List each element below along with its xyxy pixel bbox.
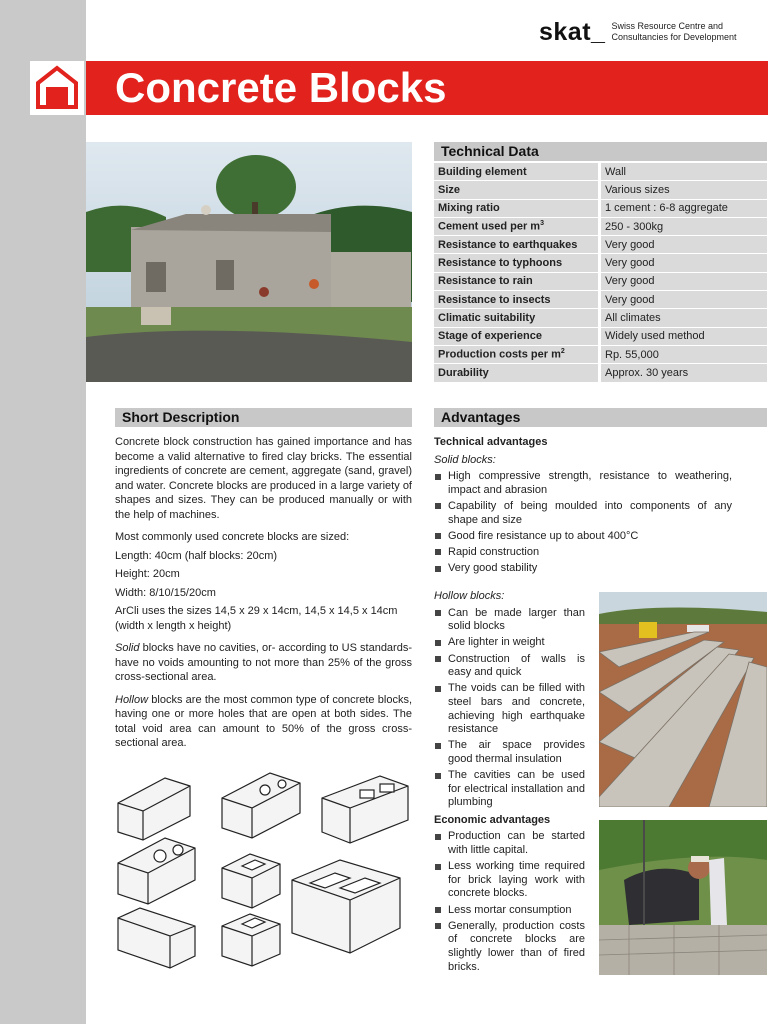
left-margin-bar — [0, 0, 86, 1024]
table-row: Resistance to rain Very good — [434, 273, 767, 290]
list-item: Construction of walls is easy and quick — [434, 653, 585, 680]
solid-advantages-list — [434, 470, 732, 576]
page-title: Concrete Blocks — [115, 64, 447, 111]
technical-data-heading: Technical Data — [434, 142, 767, 161]
list-item: The air space provides good thermal insulation — [434, 739, 585, 766]
house-icon — [30, 61, 84, 115]
table-row: Resistance to insects Very good — [434, 291, 767, 308]
table-row: Climatic suitability All climates — [434, 309, 767, 326]
list-item: High compressive strength, resistance to weathering, impact and abrasion — [434, 470, 732, 497]
hollow-advantages: Hollow blocks: Can be made larger than solid blocks Are lighter in weight Construction of walls is easy and quick The voids can be filled with steel bars and concrete, achieving high earthquake resistance The air space provides good thermal insulation The cavities can be used for electrical installation and plumbing Economic advantages Production can be started with little capital. Less working time required for brick laying work with concrete blocks. Less mortar consumption Generally, production costs of concrete blocks are slightly lower than of fired bricks. — [434, 590, 585, 973]
title-banner — [86, 61, 768, 115]
bricklaying-photo — [599, 820, 767, 975]
technical-advantages: Technical advantages Solid blocks: High compressive strength, resistance to weathering, impact and abrasion Capability of being moulded into components of any shape and size Good fire resistance up to about 400°C Rapid construction Very good stability — [434, 436, 732, 575]
table-row: Cement used per $m^3$ 250 - 300kg — [434, 218, 767, 235]
skat-tagline: Swiss Resource Centre and Consultancies for Development — [611, 21, 737, 42]
list-item: Good fire resistance up to about 400°C — [434, 530, 732, 544]
list-item: Less mortar consumption — [434, 904, 585, 918]
block-yard-photo — [599, 592, 767, 807]
table-row: Size Various sizes — [434, 181, 767, 198]
economic-advantages-list — [434, 830, 585, 974]
list-item: Rapid construction — [434, 546, 732, 560]
list-item: Generally, production costs of concrete blocks are slightly lower than of fired bricks. — [434, 920, 585, 974]
technical-data-table — [434, 162, 767, 383]
table-row: Production costs per $m^2$ Rp. 55,000 — [434, 346, 767, 363]
list-item: Capability of being moulded into components of any shape and size — [434, 500, 732, 527]
list-item: Production can be started with little capital. — [434, 830, 585, 857]
short-description-heading: Short Description — [115, 408, 412, 427]
list-item: Less working time required for brick laying work with concrete blocks. — [434, 860, 585, 901]
list-item: The voids can be filled with steel bars and concrete, achieving high earthquake resistance — [434, 682, 585, 736]
list-item: Are lighter in weight — [434, 636, 585, 650]
table-row: Resistance to typhoons Very good — [434, 254, 767, 271]
list-item: The cavities can be used for electrical installation and plumbing — [434, 769, 585, 810]
list-item: Very good stability — [434, 562, 732, 576]
skat-wordmark: skat_ — [539, 18, 606, 46]
construction-photo — [86, 142, 412, 382]
table-row: Resistance to earthquakes Very good — [434, 236, 767, 253]
short-description-text: Concrete block construction has gained importance and has become a valid alternative to fired clay bricks. The essential ingredients of concrete are cement, aggregate (sand, gravel) and water. Concrete blocks are produced in a large variety of shapes and sizes. They can be produced manually or with the help of machines. Most commonly used concrete blocks are sized: Length: 40cm (half blocks: 20cm) Height: 20cm Width: 8/10/15/20cm ArCli uses the sizes 14,5 x 29 x 14cm, 14,5 x 14,5 x 14cm (width x length x height) Solid blocks have no cavities, or- according to US standards- have no voids amounting to not more than 25% of the gross cross-sectional area. Hollow blocks are the most common type of concrete blocks, having one or more holes that are open at both sides. The total void area can amount to 50% of the gross cross-sectional area. — [115, 436, 412, 749]
skat-logo — [539, 18, 737, 46]
hollow-advantages-list — [434, 607, 585, 810]
table-row: Mixing ratio 1 cement : 6-8 aggregate — [434, 200, 767, 217]
advantages-heading: Advantages — [434, 408, 767, 427]
table-row: Durability Approx. 30 years — [434, 364, 767, 381]
table-row: Building element Wall — [434, 163, 767, 180]
block-types-illustration — [110, 768, 415, 978]
list-item: Can be made larger than solid blocks — [434, 607, 585, 634]
table-row: Stage of experience Widely used method — [434, 328, 767, 345]
